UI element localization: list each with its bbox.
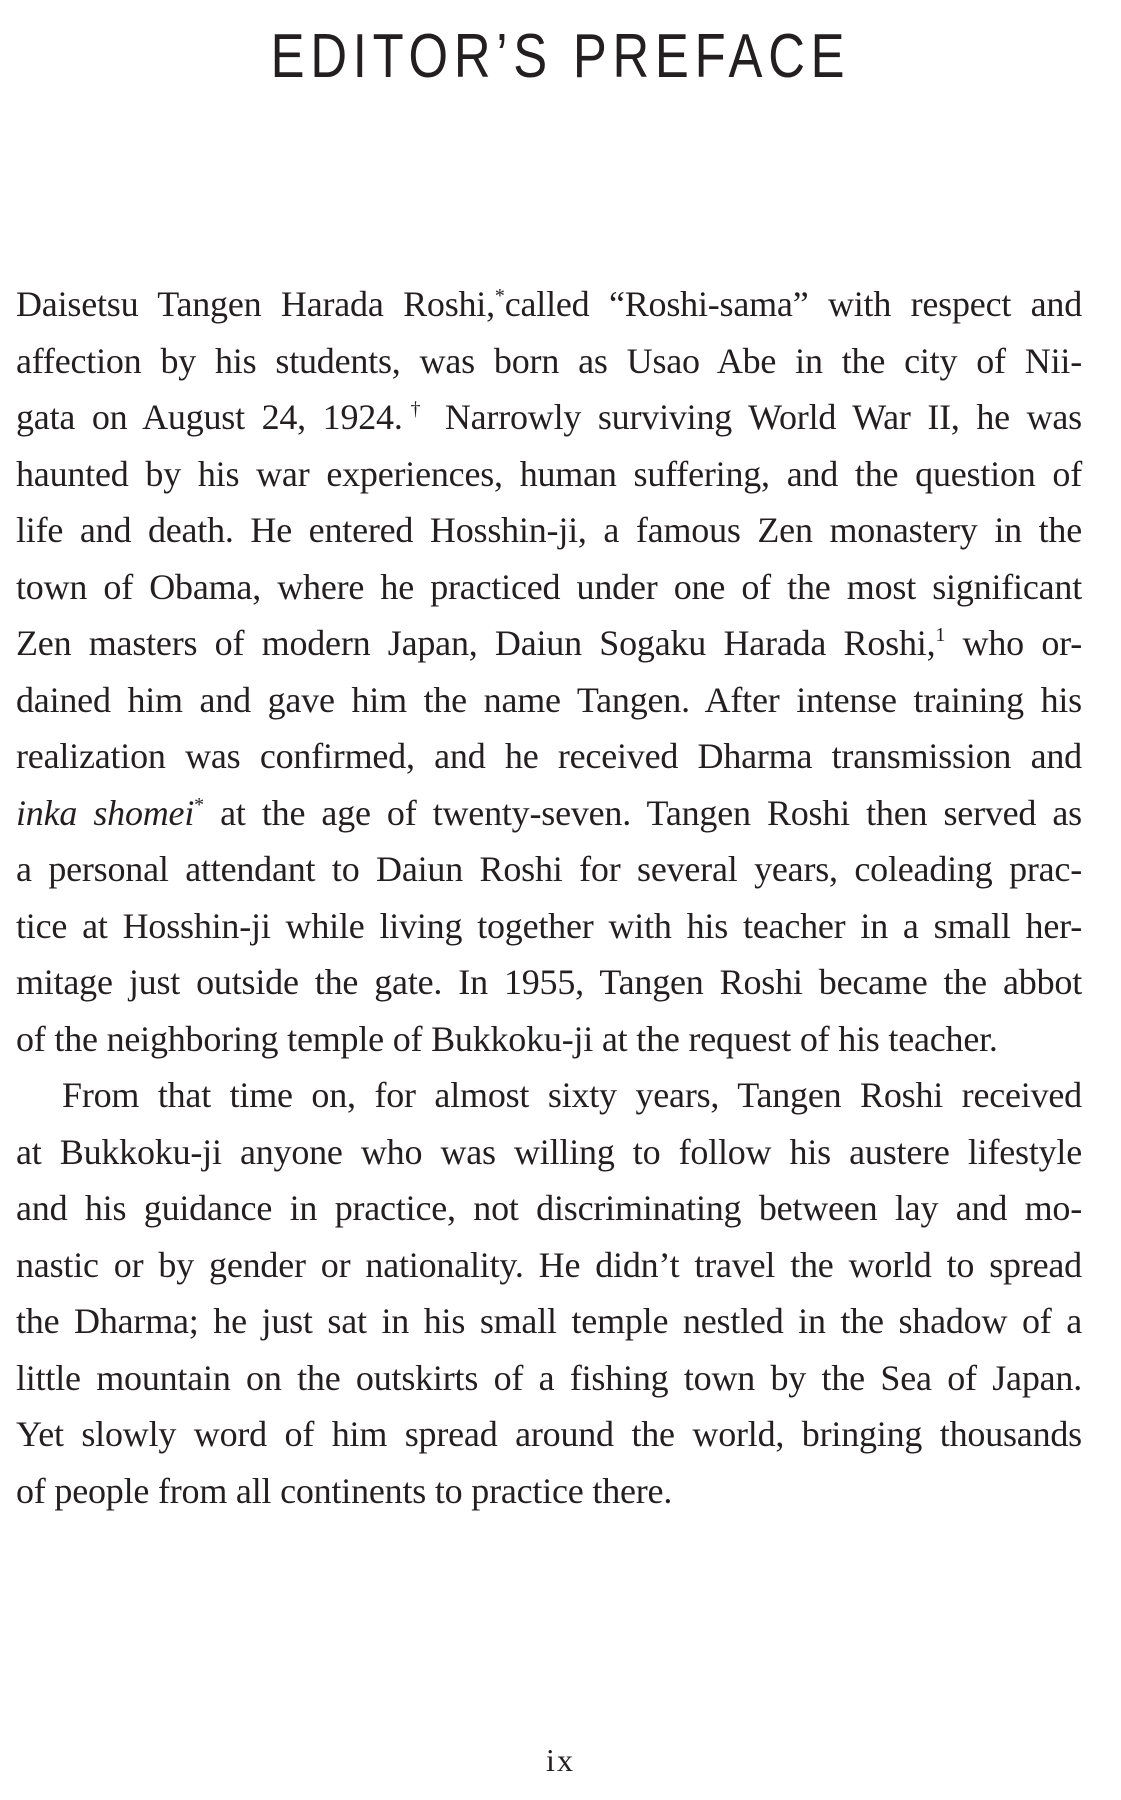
- footnote-marker-dagger[interactable]: †: [402, 398, 429, 420]
- text-line: and his guidance in practice, not discriminating between lay and mo-: [16, 1188, 1082, 1228]
- text-line: nastic or by gender or nationality. He didn’t travel the world to spread: [16, 1244, 1082, 1285]
- paragraph-2: [16, 1067, 1082, 1519]
- text-line: little mountain on the outskirts of a fishing town by the Sea of Japan.: [16, 1357, 1082, 1398]
- text-line: realization was confirmed, and he received Dharma transmission and: [16, 736, 1082, 776]
- text-line: tice at Hosshin-ji while living together with his teacher in a small her-: [16, 905, 1082, 946]
- footnote-marker-asterisk[interactable]: *: [494, 285, 505, 307]
- text-line: mitage just outside the gate. In 1955, Tangen Roshi became the abbot: [16, 962, 1082, 1002]
- text-line: life and death. He entered Hosshin-ji, a famous Zen monastery in the: [16, 510, 1082, 550]
- footnote-marker-asterisk[interactable]: *: [194, 793, 204, 816]
- text-line: [16, 785, 1082, 842]
- text-line: dained him and gave him the name Tangen. After intense training his: [16, 679, 1082, 720]
- italic-term: inka shomei: [16, 792, 195, 833]
- endnote-marker-1[interactable]: 1: [935, 624, 946, 646]
- text-line: of people from all continents to practice there.: [16, 1470, 673, 1511]
- text-line: [16, 615, 1082, 672]
- text-line: affection by his students, was born as Usao Abe in the city of Nii-: [16, 340, 1082, 381]
- line-segment: gata on August 24, 1924.: [16, 397, 403, 437]
- line-segment: called “Roshi-sama” with respect and: [504, 284, 1082, 324]
- page-title: EDITOR’S PREFACE: [270, 22, 851, 91]
- line-segment: who or-: [945, 623, 1082, 663]
- body-text: [16, 276, 1082, 1519]
- text-line: Yet slowly word of him spread around the world, bringing thousands: [16, 1414, 1082, 1454]
- text-line: the Dharma; he just sat in his small temple nestled in the shadow of a: [16, 1301, 1082, 1341]
- line-segment: Narrowly surviving World War II, he was: [428, 397, 1082, 437]
- text-line: of the neighboring temple of Bukkoku-ji at the request of his teacher.: [16, 1018, 998, 1059]
- line-segment: at the age of twenty-seven. Tangen Roshi then served as: [203, 792, 1082, 833]
- page-number: ix: [546, 1742, 575, 1778]
- text-line: [16, 389, 1082, 446]
- paragraph-1: [16, 276, 1082, 1067]
- text-line: town of Obama, where he practiced under one of the most significant: [16, 566, 1082, 607]
- text-line: a personal attendant to Daiun Roshi for several years, coleading prac-: [16, 849, 1082, 889]
- line-segment: Daisetsu Tangen Harada Roshi,: [16, 284, 495, 324]
- line-segment: Zen masters of modern Japan, Daiun Sogaku Harada Roshi,: [16, 623, 936, 663]
- text-line: at Bukkoku-ji anyone who was willing to follow his austere lifestyle: [16, 1131, 1082, 1172]
- text-line: haunted by his war experiences, human suffering, and the question of: [16, 453, 1082, 494]
- text-line: [16, 276, 1082, 333]
- text-line: From that time on, for almost sixty years, Tangen Roshi received: [62, 1075, 1082, 1115]
